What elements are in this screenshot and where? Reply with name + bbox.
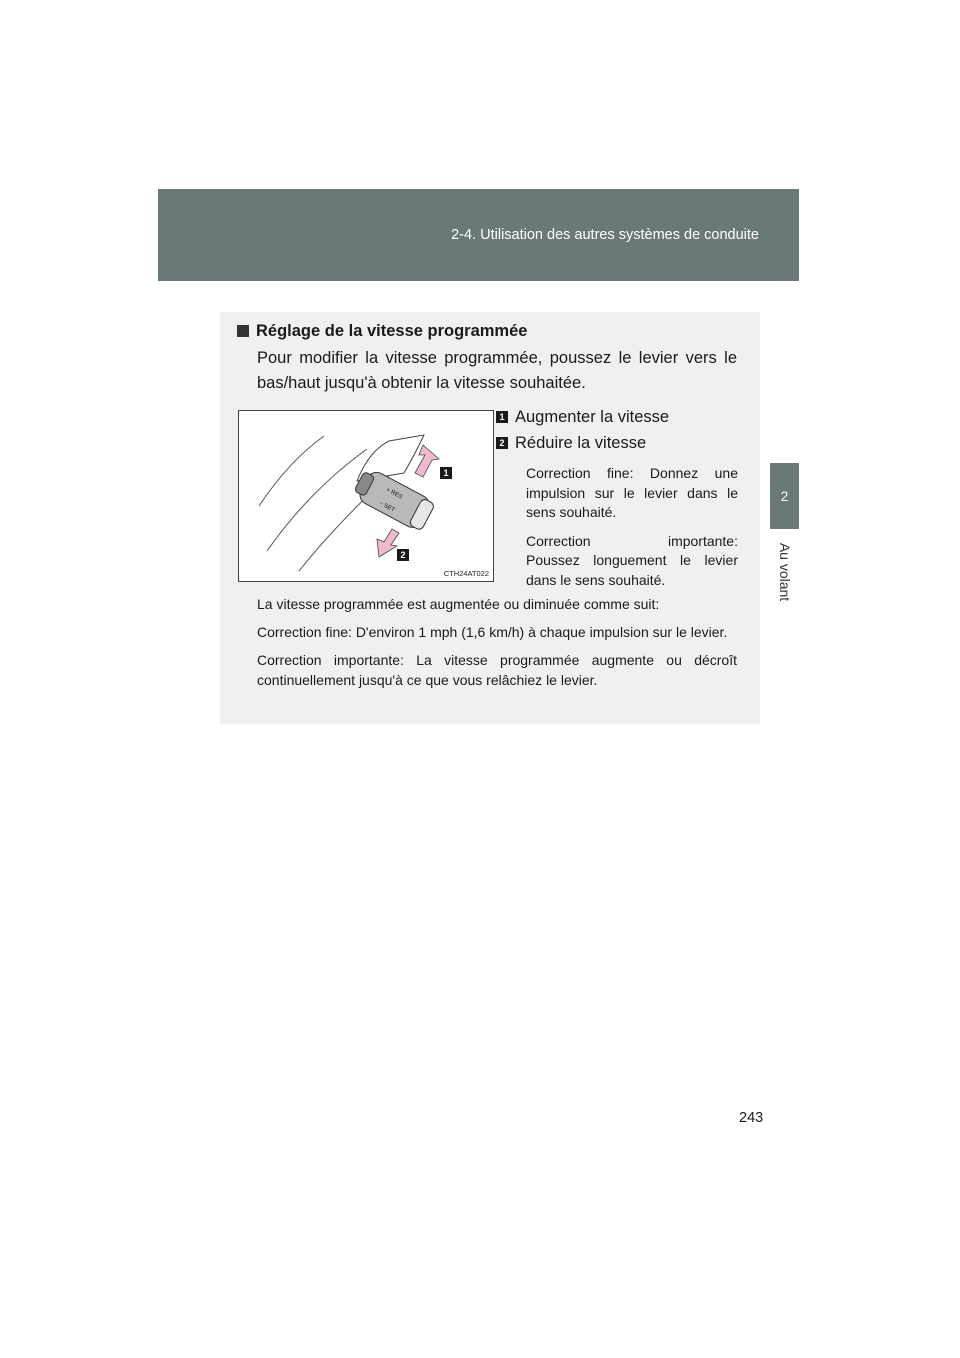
- arrow-down-icon: [377, 529, 399, 557]
- number-badge: 2: [496, 437, 508, 449]
- figure-badge-2: 2: [400, 550, 406, 560]
- arrow-up-icon: [415, 445, 439, 477]
- intro-line-2: bas/haut jusqu'à obtenir la vitesse souhaitée.: [257, 374, 586, 392]
- note-paragraph: La vitesse programmée est augmentée ou diminuée comme suit:: [257, 596, 660, 612]
- chapter-title: 2-4. Utilisation des autres systèmes de conduite: [451, 227, 759, 243]
- square-bullet-icon: [237, 325, 249, 337]
- number-badge: 1: [496, 411, 508, 423]
- list-item: [496, 430, 738, 456]
- note-paragraph: Correction fine: D'environ 1 mph (1,6 km/h) à chaque impulsion sur le levier.: [257, 624, 728, 640]
- section-heading-text: Réglage de la vitesse programmée: [256, 322, 528, 340]
- page-number: 243: [739, 1110, 764, 1126]
- chapter-header: [158, 189, 799, 281]
- side-tab-label: [771, 538, 799, 606]
- major-correction-text: [526, 532, 738, 591]
- info-panel: [220, 312, 760, 724]
- list-item-label: Augmenter la vitesse: [515, 408, 670, 426]
- intro-line-1: Pour modifier la vitesse programmée, poussez le levier vers le: [257, 349, 737, 367]
- lever-label-res: + RES: [384, 487, 404, 501]
- lever-label-set: − SET: [377, 500, 396, 514]
- list-item: [496, 404, 738, 430]
- note-paragraph: Correction importante: La vitesse programmée augmente ou décroît continuellement jusqu'à ce que vous relâchiez le levier.: [257, 652, 737, 688]
- side-tab-label-text: Au volant: [777, 542, 793, 602]
- correction-descriptions: [526, 464, 738, 590]
- major-correction-line-2: Poussez longuement le levier dans le sens souhaité.: [526, 552, 738, 588]
- side-tab-number: 2: [770, 463, 799, 529]
- figure-code: CTH24AT022: [443, 569, 489, 578]
- section-heading: [237, 322, 527, 341]
- intro-text: [257, 346, 737, 396]
- notes: [257, 594, 737, 698]
- list-item-label: Réduire la vitesse: [515, 434, 647, 452]
- figure-badge-1: 1: [443, 468, 449, 478]
- lever-illustration: [238, 410, 494, 582]
- major-correction-line-1: Correction importante:: [526, 532, 738, 549]
- action-list: [496, 404, 738, 599]
- fine-correction-text: Correction fine: Donnez une impulsion sur le levier dans le sens souhaité.: [526, 465, 738, 520]
- lever-drawing: [239, 411, 493, 581]
